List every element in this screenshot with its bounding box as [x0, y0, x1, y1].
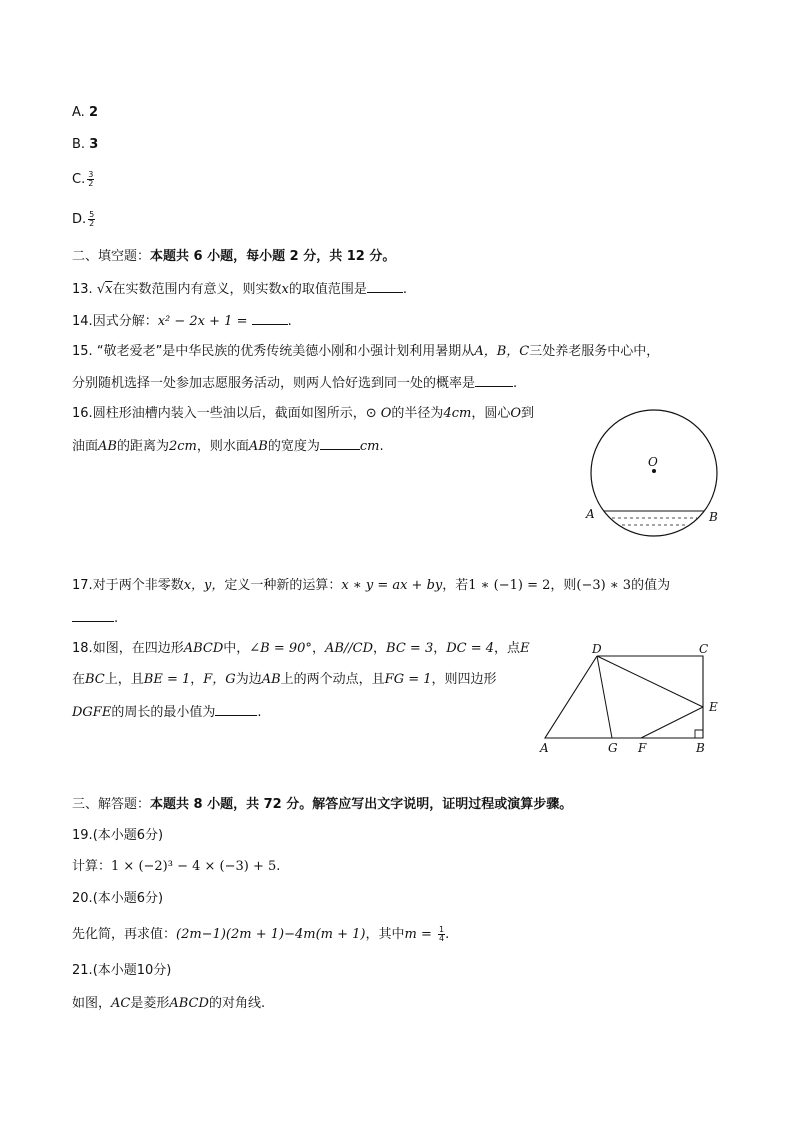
segment-dg: [597, 656, 612, 738]
question-16-line2: 油面AB的距离为2cm，则水面AB的宽度为 cm.: [72, 439, 384, 454]
question-17-line2: .: [72, 609, 118, 628]
circle-figure: [580, 400, 730, 540]
answer-blank[interactable]: [215, 703, 257, 716]
label-d: D: [592, 642, 602, 656]
label-a: A: [586, 507, 595, 521]
label-b: B: [709, 510, 718, 524]
question-18: 18.如图，在四边形ABCD中，∠B = 90°，AB//CD，BC = 3，DC = 4，点E: [72, 641, 530, 656]
label-o: O: [648, 455, 658, 469]
question-20: 先化简，再求值：(2m−1)(2m + 1)−4m(m + 1)，其中m = $\frac{1}{4}$ .: [72, 925, 450, 943]
fraction: $\frac{5}{2}$: [89, 210, 95, 228]
fraction: $\frac{3}{2}$: [88, 170, 94, 188]
center-point: [652, 469, 656, 473]
section-heading: 二、填空题：本题共 6 小题，每小题 2 分，共 12 分。: [72, 249, 396, 264]
question-17: 17.对于两个非零数x，y，定义一种新的运算：x ∗ y = ax + by，若1 ∗ (−1) = 2，则(−3) ∗ 3的值为: [72, 578, 671, 593]
fraction: $\frac{1}{4}$: [438, 925, 445, 943]
answer-blank[interactable]: [367, 280, 403, 293]
label-g: G: [608, 741, 618, 755]
question-18-line2: 在BC上，且BE = 1，F，G为边AB上的两个动点，且FG = 1，则四边形: [72, 672, 497, 687]
segment-fe: [641, 707, 703, 738]
label-f: F: [638, 741, 647, 755]
label-c: C: [699, 642, 709, 656]
quad-outline: [545, 656, 703, 738]
sqrt-symbol: √: [96, 282, 106, 297]
question-15: 15. “敬老爱老”是中华民族的优秀传统美德小刚和小强计划利用暑期从A，B，C三处养老服务中心中，: [72, 344, 660, 359]
question-13: 13. √x在实数范围内有意义，则实数x的取值范围是 .: [72, 282, 407, 297]
question-14: 14.因式分解：x² − 2x + 1 = .: [72, 314, 292, 329]
answer-blank[interactable]: [320, 437, 360, 450]
option-b: B. 3: [72, 137, 99, 152]
answer-blank[interactable]: [72, 609, 114, 622]
answer-blank[interactable]: [475, 374, 513, 387]
option-a: A. 2: [72, 105, 98, 120]
question-18-line3: DGFE的周长的最小值为 .: [72, 705, 262, 720]
label-a: A: [540, 741, 549, 755]
right-angle-mark: [695, 730, 703, 738]
option-c: C. $\frac{3}{2}$: [72, 170, 94, 188]
question-20-header: 20.(本小题6分): [72, 891, 164, 906]
question-16: 16.圆柱形油槽内装入一些油以后，截面如图所示，⊙ O的半径为4cm，圆心O到: [72, 406, 535, 421]
question-21: 如图，AC是菱形ABCD的对角线.: [72, 996, 266, 1011]
answer-blank[interactable]: [252, 312, 288, 325]
option-d: D. $\frac{5}{2}$: [72, 210, 95, 228]
section-heading: 三、解答题：本题共 8 小题，共 72 分。解答应写出文字说明，证明过程或演算步骤。: [72, 797, 573, 812]
question-19-header: 19.(本小题6分): [72, 828, 164, 843]
label-b: B: [696, 741, 705, 755]
question-21-header: 21.(本小题10分): [72, 963, 172, 978]
quadrilateral-figure: [535, 640, 730, 760]
question-19: 计算：1 × (−2)³ − 4 × (−3) + 5.: [72, 859, 281, 874]
segment-de: [597, 656, 703, 707]
question-15-line2: 分别随机选择一处参加志愿服务活动，则两人恰好选到同一处的概率是 .: [72, 376, 518, 391]
label-e: E: [709, 700, 718, 714]
